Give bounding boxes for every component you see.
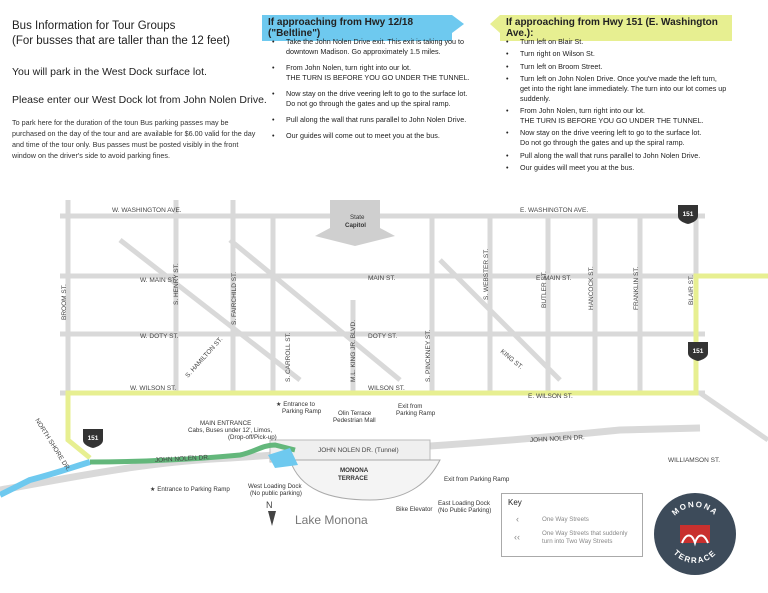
beltline-step: • Now stay on the drive veering left to go to the surface lot. Do not go through the gates and up the spiral ramp. xyxy=(268,89,496,109)
label-e-washington: E. WASHINGTON AVE. xyxy=(520,207,589,214)
hwy151-step: • From John Nolen, turn right into our lot. THE TURN IS BEFORE YOU GO UNDER THE TUNNEL. xyxy=(502,106,742,126)
parking-details: To park here for the duration of the toun Bus parking passes may be purchased on the day of the tour and are available for $6.00 valid for the day and time of the tour only. Bus passes must be posted visibly in the front window on the driver's side to avoid parking fines. xyxy=(12,118,256,160)
bike-elevator: Bike Elevator xyxy=(396,506,433,513)
entrance-ramp-top-line1: ★ Entrance to xyxy=(276,401,315,408)
north-arrow-label: N xyxy=(266,500,273,510)
monona-terrace-logo xyxy=(654,493,736,575)
key-two-way-line2: turn into Two Way Streets xyxy=(542,538,613,545)
enter-notice: Please enter our West Dock lot from John Nolen Drive. xyxy=(12,94,267,106)
east-dock-line2: (No Public Parking) xyxy=(438,507,492,514)
exit-ramp-bottom: Exit from Parking Ramp xyxy=(444,476,510,483)
olin-terrace-line2: Pedestrian Mall xyxy=(333,417,376,424)
label-pinckney: S. PINCKNEY ST. xyxy=(425,329,432,382)
label-king: KING ST. xyxy=(498,348,524,371)
monona-label-line2: TERRACE xyxy=(338,475,368,482)
label-e-wilson: E. WILSON ST. xyxy=(528,393,573,400)
label-main: MAIN ST. xyxy=(368,275,396,282)
exit-ramp-top-line2: Parking Ramp xyxy=(396,410,436,417)
label-blair: BLAIR ST. xyxy=(688,275,695,305)
label-hamilton: S. HAMILTON ST. xyxy=(184,335,225,380)
street-map xyxy=(0,189,768,593)
key-title: Key xyxy=(508,498,522,507)
label-e-main: E. MAIN ST. xyxy=(536,275,572,282)
one-way-chevron-icon: ‹ xyxy=(516,514,519,524)
beltline-header: If approaching from Hwy 12/18 ("Beltline") xyxy=(262,15,452,41)
hwy151-step: • Turn left on Blair St. xyxy=(502,37,742,47)
exit-ramp-top-line1: Exit from xyxy=(398,403,423,410)
key-one-way: One Way Streets xyxy=(542,516,589,523)
label-john-nolen-east: JOHN NOLEN DR. xyxy=(529,434,585,444)
hwy151-shield xyxy=(83,429,103,448)
label-broom: BROOM ST. xyxy=(61,284,68,320)
intro-title-line2: (For busses that are taller than the 12 feet) xyxy=(12,35,230,47)
main-entrance-line2: Cabs, Buses under 12', Limos, xyxy=(188,427,273,434)
intro-title-line1: Bus Information for Tour Groups xyxy=(12,20,176,32)
monona-label-line1: MONONA xyxy=(340,467,369,474)
label-w-washington: W. WASHINGTON AVE. xyxy=(112,207,182,214)
svg-text:151: 151 xyxy=(682,211,694,218)
label-w-doty: W. DOTY ST. xyxy=(140,333,179,340)
label-hancock: HANCOCK ST. xyxy=(588,266,595,310)
label-webster: S. WEBSTER ST. xyxy=(483,248,490,300)
label-carroll: S. CARROLL ST. xyxy=(285,332,292,382)
two-way-chevron-icon: ‹‹ xyxy=(514,532,520,542)
lake-label: Lake Monona xyxy=(295,513,368,527)
label-doty: DOTY ST. xyxy=(368,333,398,340)
intro-title xyxy=(12,19,230,49)
beltline-step: • Take the John Nolen Drive exit. This exit is taking you to downtown Madison. Go approximately 1.5 miles. xyxy=(268,37,496,57)
park-notice: You will park in the West Dock surface lot. xyxy=(12,66,207,78)
capitol-label-line1: State xyxy=(350,214,365,221)
map-key xyxy=(501,493,643,557)
hwy151-step: • Turn left on John Nolen Drive. Once you've made the left turn, get into the right lane immediately. The turn into our lot comes up suddenly. xyxy=(502,74,742,104)
beltline-step: • From John Nolen, turn right into our lot. THE TURN IS BEFORE YOU GO UNDER THE TUNNEL. xyxy=(268,63,496,83)
main-entrance-line3: (Drop-off/Pick-up) xyxy=(228,434,277,441)
label-henry: S. HENRY ST. xyxy=(173,263,180,305)
hwy151-step: • Turn left on Broom Street. xyxy=(502,62,742,72)
label-john-nolen-tunnel: JOHN NOLEN DR. (Tunnel) xyxy=(318,447,399,454)
hwy151-directions xyxy=(502,37,742,175)
hwy151-step: • Pull along the wall that runs parallel to John Nolen Drive. xyxy=(502,151,742,161)
label-john-nolen-west: JOHN NOLEN DR. xyxy=(154,454,210,464)
label-fairchild: S. FAIRCHILD ST. xyxy=(231,271,238,325)
hwy151-shield xyxy=(688,342,708,361)
entrance-ramp-top-line2: Parking Ramp xyxy=(282,408,322,415)
svg-text:151: 151 xyxy=(692,348,704,355)
key-two-way-line1: One Way Streets that suddenly xyxy=(542,530,628,537)
beltline-step: • Pull along the wall that runs parallel to John Nolen Drive. xyxy=(268,115,496,125)
beltline-step: • Our guides will come out to meet you at the bus. xyxy=(268,131,496,141)
hwy151-step: • Turn right on Wilson St. xyxy=(502,49,742,59)
label-w-wilson: W. WILSON ST. xyxy=(130,385,177,392)
logo-text-top: MONONA xyxy=(670,499,720,518)
east-dock-line1: East Loading Dock xyxy=(438,500,490,507)
olin-terrace-line1: Olin Terrace xyxy=(338,410,372,417)
capitol-label-line2: Capitol xyxy=(345,222,366,229)
west-dock-line1: West Loading Dock xyxy=(248,483,302,490)
hwy151-header: If approaching from Hwy 151 (E. Washington Ave.): xyxy=(500,15,732,41)
svg-text:151: 151 xyxy=(87,435,99,442)
label-williamson: WILLIAMSON ST. xyxy=(668,457,721,464)
main-entrance-line1: MAIN ENTRANCE xyxy=(200,420,252,427)
hwy151-step: • Now stay on the drive veering left to go to the surface lot. Do not go through the gates and up the spiral ramp. xyxy=(502,128,742,148)
beltline-directions xyxy=(268,37,496,147)
entrance-ramp-bottom: ★ Entrance to Parking Ramp xyxy=(150,486,230,493)
label-franklin: FRANKLIN ST. xyxy=(633,266,640,310)
label-wilson: WILSON ST. xyxy=(368,385,405,392)
logo-text-bottom: TERRACE xyxy=(671,548,719,566)
west-dock-line2: (No public parking) xyxy=(250,490,302,497)
label-w-main: W. MAIN ST. xyxy=(140,277,177,284)
hwy151-step: • Our guides will meet you at the bus. xyxy=(502,163,742,173)
label-north-shore: NORTH SHORE DR. xyxy=(33,417,72,473)
label-mlk: M.L. KING JR. BLVD. xyxy=(350,319,357,382)
label-butler: BUTLER ST. xyxy=(541,271,548,308)
